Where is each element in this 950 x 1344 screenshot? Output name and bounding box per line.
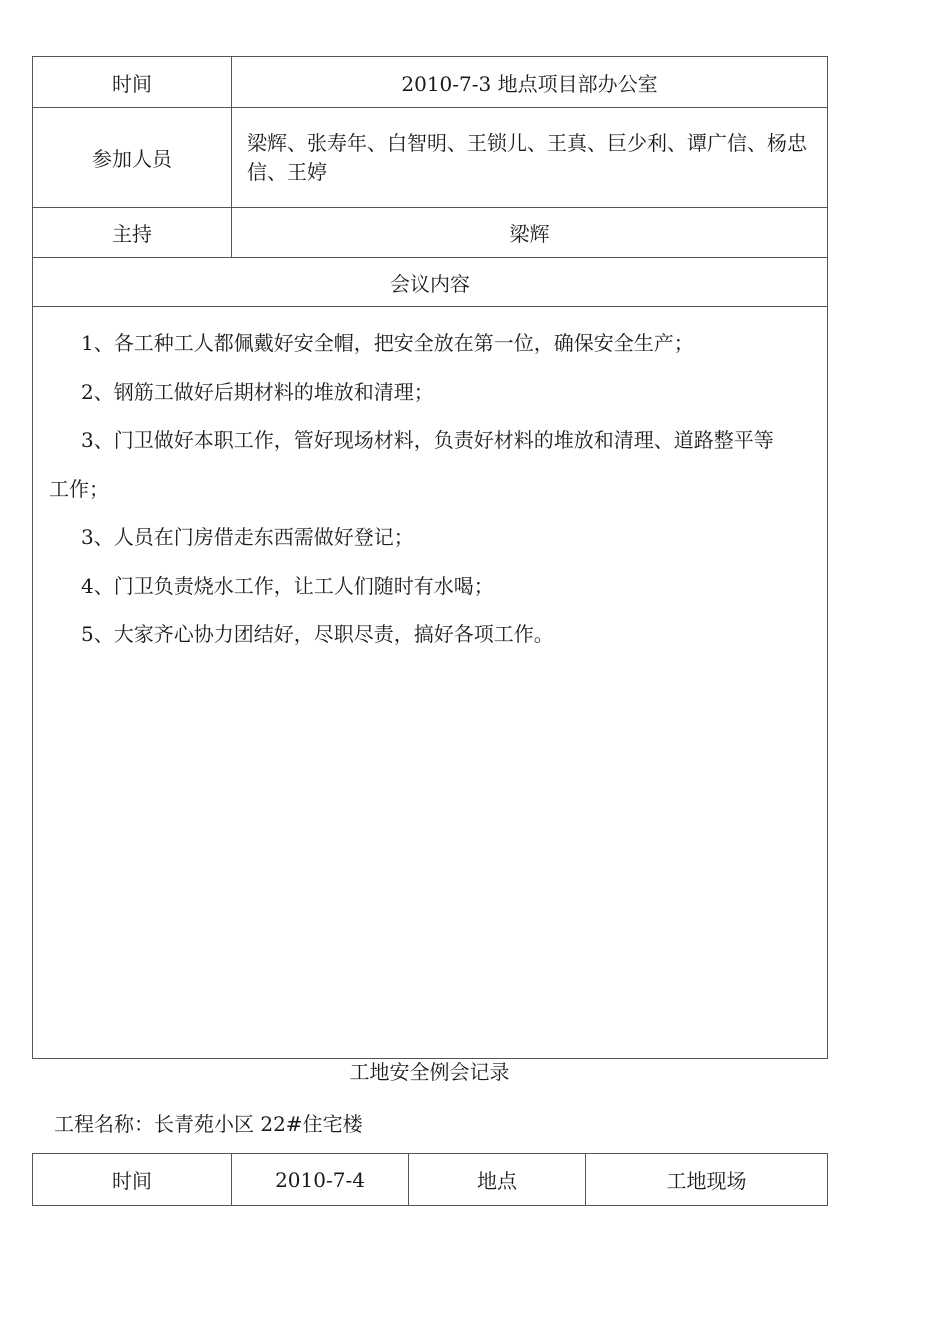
- project-name: [54, 1110, 363, 1138]
- content-line: 3、人员在门房借走东西需做好登记；: [81, 525, 414, 549]
- attendees-label: 参加人员: [33, 108, 232, 208]
- content-row: [33, 307, 828, 1059]
- host-value: 梁辉: [232, 208, 828, 258]
- meeting-record-table-1: [32, 56, 828, 1059]
- document-title: 工地安全例会记录: [349, 1060, 510, 1084]
- time-value: 2010-7-3 地点项目部办公室: [232, 57, 828, 108]
- content-line: 4、门卫负责烧水工作，让工人们随时有水喝；: [81, 573, 494, 598]
- time-place-row: [33, 1154, 828, 1206]
- time-label: 时间: [33, 57, 232, 108]
- content-line: 1、各工种工人都佩戴好安全帽，把安全放在第一位，确保安全生产；: [81, 331, 694, 355]
- meeting-record-table-2: [32, 1153, 828, 1206]
- time-label: 时间: [33, 1154, 232, 1206]
- time-row: [33, 57, 828, 108]
- content-line: 2、钢筋工做好后期材料的堆放和清理；: [81, 379, 434, 404]
- attendees-value: 梁辉、张寿年、白智明、王锁儿、王真、巨少利、谭广信、杨忠信、王婷: [232, 108, 828, 208]
- attendees-row: [33, 108, 828, 208]
- host-label: 主持: [33, 208, 232, 258]
- place-value: 工地现场: [586, 1154, 828, 1206]
- place-label: 地点: [409, 1154, 586, 1206]
- project-value: 长青苑小区 22#住宅楼: [154, 1112, 363, 1136]
- host-row: [33, 208, 828, 258]
- project-label: 工程名称：: [54, 1112, 154, 1136]
- content-line: 3、门卫做好本职工作，管好现场材料，负责好材料的堆放和清理、道路整平等: [81, 428, 774, 452]
- time-value: 2010-7-4: [232, 1154, 409, 1206]
- content-line: 5、大家齐心协力团结好，尽职尽责，搞好各项工作。: [81, 622, 554, 646]
- content-heading-row: [33, 258, 828, 307]
- meeting-content: [33, 307, 828, 1059]
- content-line: 工作；: [49, 476, 109, 501]
- content-heading: 会议内容: [33, 258, 828, 307]
